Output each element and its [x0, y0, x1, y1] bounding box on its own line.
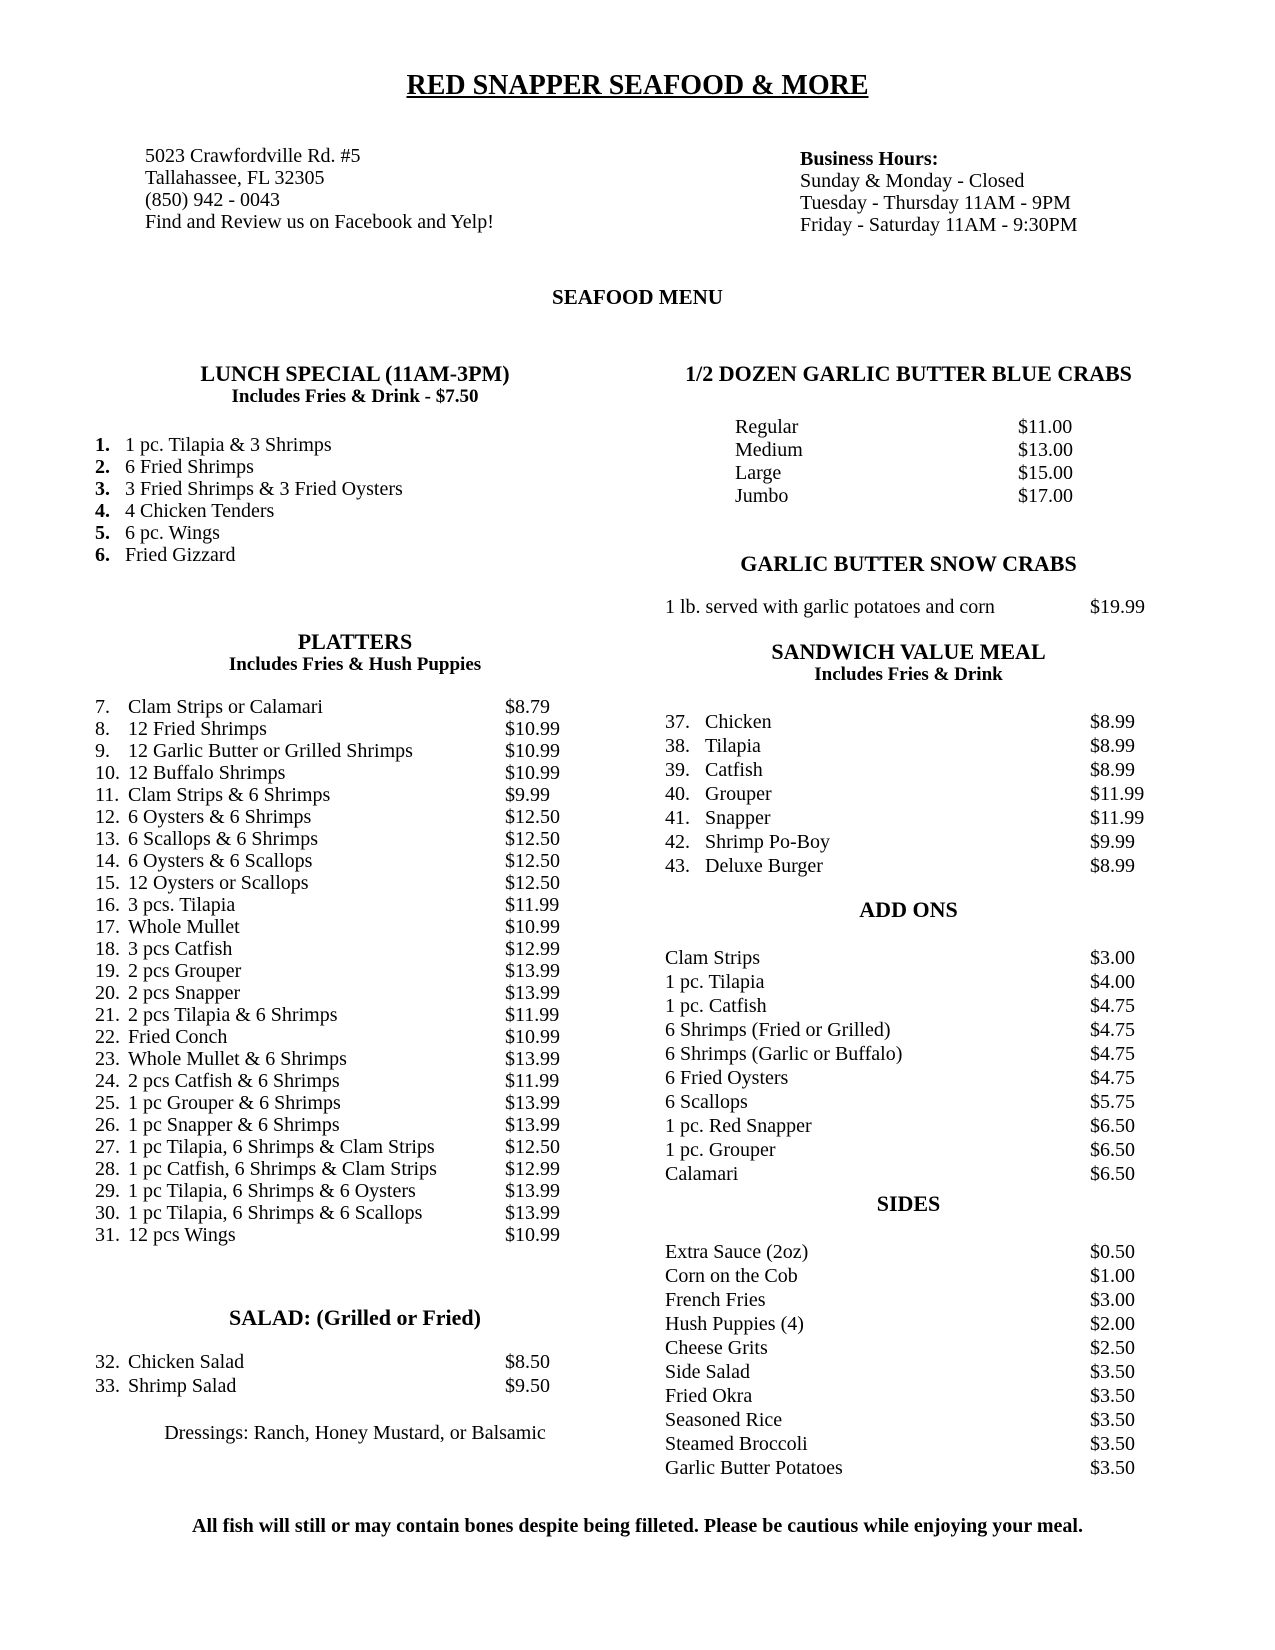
item-price: $2.50 — [1090, 1337, 1135, 1359]
item-name: 6 Scallops & 6 Shrimps — [128, 828, 319, 850]
item-price: $10.99 — [505, 916, 560, 938]
item-name: 1 lb. served with garlic potatoes and corn — [665, 596, 995, 618]
menu-item — [665, 1360, 1152, 1384]
sides-section — [665, 1192, 1152, 1480]
item-number: 28. — [95, 1158, 120, 1180]
business-hours-line: Sunday & Monday - Closed — [800, 170, 1025, 192]
item-name: Tilapia — [705, 735, 761, 757]
item-name: Fried Gizzard — [125, 544, 236, 566]
salad-items — [95, 1350, 615, 1398]
item-name: 6 Fried Shrimps — [125, 456, 254, 478]
item-name: Medium — [735, 439, 803, 461]
menu-item — [95, 718, 615, 740]
item-name: Fried Conch — [128, 1026, 228, 1048]
item-name: 1 pc Snapper & 6 Shrimps — [128, 1114, 340, 1136]
item-number: 4. — [95, 500, 110, 522]
add-ons-section — [665, 898, 1152, 1186]
item-price: $13.99 — [505, 1092, 560, 1114]
item-name: Deluxe Burger — [705, 855, 823, 877]
item-name: 6 pc. Wings — [125, 522, 220, 544]
item-price: $13.99 — [505, 1180, 560, 1202]
add-ons-items — [665, 946, 1152, 1186]
item-number: 16. — [95, 894, 120, 916]
menu-item — [95, 478, 615, 500]
item-price: $4.75 — [1090, 1067, 1135, 1089]
item-price: $15.00 — [1018, 462, 1073, 484]
menu-item — [95, 1004, 615, 1026]
item-name: 1 pc. Tilapia & 3 Shrimps — [125, 434, 332, 456]
item-name: Garlic Butter Potatoes — [665, 1457, 843, 1479]
item-number: 6. — [95, 544, 110, 566]
menu-item — [665, 485, 1152, 508]
blue-crabs-heading: 1/2 DOZEN GARLIC BUTTER BLUE CRABS — [685, 361, 1132, 386]
item-price: $5.75 — [1090, 1091, 1135, 1113]
item-number: 21. — [95, 1004, 120, 1026]
item-price: $12.50 — [505, 806, 560, 828]
menu-item — [665, 1138, 1152, 1162]
platters-heading: PLATTERS — [297, 629, 413, 654]
business-hours-block — [800, 148, 1078, 236]
menu-item — [95, 696, 615, 718]
menu-item — [95, 1180, 615, 1202]
item-name: 6 Oysters & 6 Shrimps — [128, 806, 312, 828]
item-price: $2.00 — [1090, 1313, 1135, 1335]
menu-item — [665, 758, 1152, 782]
item-number: 42. — [665, 831, 690, 853]
item-price: $4.75 — [1090, 995, 1135, 1017]
item-name: 6 Shrimps (Garlic or Buffalo) — [665, 1043, 903, 1065]
item-number: 38. — [665, 735, 690, 757]
item-name: 1 pc. Tilapia — [665, 971, 765, 993]
item-name: 1 pc. Grouper — [665, 1139, 776, 1161]
item-name: 1 pc Grouper & 6 Shrimps — [128, 1092, 341, 1114]
menu-item — [95, 1202, 615, 1224]
item-number: 22. — [95, 1026, 120, 1048]
item-price: $8.50 — [505, 1351, 550, 1373]
menu-item — [95, 982, 615, 1004]
menu-item — [95, 1114, 615, 1136]
address-line-1: 5023 Crawfordville Rd. #5 — [145, 145, 361, 167]
menu-item — [95, 938, 615, 960]
item-number: 23. — [95, 1048, 120, 1070]
menu-item — [95, 1158, 615, 1180]
item-price: $4.75 — [1090, 1019, 1135, 1041]
dressings-note: Dressings: Ranch, Honey Mustard, or Balsamic — [164, 1422, 546, 1444]
item-price: $1.00 — [1090, 1265, 1135, 1287]
item-name: Regular — [735, 416, 799, 438]
sides-heading: SIDES — [876, 1191, 941, 1216]
item-name: Grouper — [705, 783, 772, 805]
item-price: $4.00 — [1090, 971, 1135, 993]
item-price: $11.99 — [1090, 807, 1145, 829]
item-name: 12 pcs Wings — [128, 1224, 236, 1246]
snow-crabs-section — [665, 552, 1152, 618]
item-name: Shrimp Salad — [128, 1375, 237, 1397]
item-price: $13.99 — [505, 1114, 560, 1136]
item-number: 43. — [665, 855, 690, 877]
item-name: Steamed Broccoli — [665, 1433, 808, 1455]
item-price: $3.50 — [1090, 1457, 1135, 1479]
menu-item — [665, 1018, 1152, 1042]
menu-item — [95, 1070, 615, 1092]
menu-item — [95, 522, 615, 544]
item-price: $12.50 — [505, 1136, 560, 1158]
item-price: $10.99 — [505, 1026, 560, 1048]
menu-item — [665, 1384, 1152, 1408]
item-price: $6.50 — [1090, 1115, 1135, 1137]
item-number: 14. — [95, 850, 120, 872]
menu-item — [95, 1092, 615, 1114]
menu-item — [665, 1408, 1152, 1432]
menu-item — [665, 946, 1152, 970]
menu-item — [95, 850, 615, 872]
item-price: $9.99 — [1090, 831, 1135, 853]
item-name: Cheese Grits — [665, 1337, 768, 1359]
business-hours-line: Tuesday - Thursday 11AM - 9PM — [800, 192, 1071, 214]
item-name: 3 Fried Shrimps & 3 Fried Oysters — [125, 478, 403, 500]
menu-item — [665, 830, 1152, 854]
contact-block — [145, 145, 494, 233]
menu-item — [95, 1136, 615, 1158]
item-price: $12.50 — [505, 850, 560, 872]
seafood-menu-heading: SEAFOOD MENU — [552, 285, 723, 309]
item-price: $12.99 — [505, 1158, 560, 1180]
item-number: 26. — [95, 1114, 120, 1136]
item-name: 12 Oysters or Scallops — [128, 872, 309, 894]
item-price: $9.50 — [505, 1375, 550, 1397]
item-price: $6.50 — [1090, 1163, 1135, 1185]
menu-item — [665, 1456, 1152, 1480]
item-number: 41. — [665, 807, 690, 829]
item-number: 20. — [95, 982, 120, 1004]
menu-item — [95, 762, 615, 784]
business-hours-lines — [800, 170, 1078, 236]
item-price: $0.50 — [1090, 1241, 1135, 1263]
item-number: 8. — [95, 718, 110, 740]
menu-item — [665, 1066, 1152, 1090]
item-name: Calamari — [665, 1163, 739, 1185]
sandwich-meal-items — [665, 710, 1152, 878]
sandwich-meal-subheading: Includes Fries & Drink — [814, 664, 1003, 685]
lunch-special-subheading: Includes Fries & Drink - $7.50 — [231, 386, 479, 407]
menu-item — [665, 1042, 1152, 1066]
menu-item — [665, 1264, 1152, 1288]
item-name: 6 Oysters & 6 Scallops — [128, 850, 313, 872]
menu-item — [95, 828, 615, 850]
blue-crabs-section — [665, 362, 1152, 508]
item-price: $3.00 — [1090, 1289, 1135, 1311]
item-number: 3. — [95, 478, 110, 500]
item-number: 27. — [95, 1136, 120, 1158]
menu-item — [95, 1350, 615, 1374]
item-name: 3 pcs. Tilapia — [128, 894, 236, 916]
page-title: RED SNAPPER SEAFOOD & MORE — [406, 70, 869, 101]
address-line-2: Tallahassee, FL 32305 — [145, 167, 325, 189]
menu-item — [665, 710, 1152, 734]
item-name: 6 Scallops — [665, 1091, 748, 1113]
menu-item — [95, 806, 615, 828]
item-name: 4 Chicken Tenders — [125, 500, 275, 522]
snow-crabs-items — [665, 596, 1152, 618]
item-name: 12 Garlic Butter or Grilled Shrimps — [128, 740, 413, 762]
item-price: $13.99 — [505, 1202, 560, 1224]
menu-item — [95, 1374, 615, 1398]
menu-item — [665, 1090, 1152, 1114]
menu-item — [95, 916, 615, 938]
footer-notice: All fish will still or may contain bones despite being filleted. Please be cautious while enjoying your meal. — [192, 1515, 1083, 1537]
item-number: 5. — [95, 522, 110, 544]
item-name: 1 pc. Red Snapper — [665, 1115, 812, 1137]
item-number: 18. — [95, 938, 120, 960]
menu-item — [95, 500, 615, 522]
menu-item — [95, 544, 615, 566]
item-name: Clam Strips or Calamari — [128, 696, 323, 718]
salad-heading: SALAD: (Grilled or Fried) — [229, 1305, 481, 1330]
blue-crabs-items — [665, 416, 1152, 508]
item-name: Chicken — [705, 711, 772, 733]
item-name: Large — [735, 462, 782, 484]
item-number: 9. — [95, 740, 110, 762]
item-name: Fried Okra — [665, 1385, 753, 1407]
item-price: $13.99 — [505, 1048, 560, 1070]
item-price: $8.99 — [1090, 711, 1135, 733]
phone-number: (850) 942 - 0043 — [145, 189, 280, 211]
item-name: 1 pc. Catfish — [665, 995, 767, 1017]
item-price: $3.00 — [1090, 947, 1135, 969]
menu-item — [665, 439, 1152, 462]
menu-item — [665, 854, 1152, 878]
platters-subheading: Includes Fries & Hush Puppies — [228, 654, 482, 675]
item-number: 13. — [95, 828, 120, 850]
menu-item — [665, 1312, 1152, 1336]
menu-item — [95, 894, 615, 916]
item-name: Whole Mullet — [128, 916, 240, 938]
item-number: 31. — [95, 1224, 120, 1246]
menu-item — [95, 1224, 615, 1246]
item-name: 3 pcs Catfish — [128, 938, 233, 960]
add-ons-heading: ADD ONS — [859, 897, 958, 922]
item-name: 2 pcs Grouper — [128, 960, 242, 982]
item-name: French Fries — [665, 1289, 766, 1311]
lunch-special-section — [95, 362, 615, 566]
menu-item — [665, 1336, 1152, 1360]
menu-item — [665, 806, 1152, 830]
menu-item — [95, 872, 615, 894]
item-name: 1 pc Tilapia, 6 Shrimps & Clam Strips — [128, 1136, 435, 1158]
menu-item — [95, 784, 615, 806]
menu-item — [665, 994, 1152, 1018]
item-name: Hush Puppies (4) — [665, 1313, 804, 1335]
menu-item — [95, 456, 615, 478]
item-name: Whole Mullet & 6 Shrimps — [128, 1048, 347, 1070]
item-name: Catfish — [705, 759, 763, 781]
sandwich-meal-heading: SANDWICH VALUE MEAL — [771, 639, 1046, 664]
menu-item — [95, 1048, 615, 1070]
menu-item — [665, 734, 1152, 758]
item-price: $3.50 — [1090, 1433, 1135, 1455]
item-price: $8.99 — [1090, 855, 1135, 877]
menu-item — [665, 1432, 1152, 1456]
menu-item — [665, 1240, 1152, 1264]
item-price: $9.99 — [505, 784, 550, 806]
menu-item — [665, 416, 1152, 439]
item-name: 6 Fried Oysters — [665, 1067, 789, 1089]
item-number: 32. — [95, 1351, 120, 1373]
item-price: $11.99 — [505, 1004, 560, 1026]
item-price: $10.99 — [505, 762, 560, 784]
menu-item — [665, 462, 1152, 485]
item-price: $3.50 — [1090, 1409, 1135, 1431]
item-price: $12.50 — [505, 828, 560, 850]
item-name: Chicken Salad — [128, 1351, 245, 1373]
item-price: $8.99 — [1090, 759, 1135, 781]
item-number: 30. — [95, 1202, 120, 1224]
item-number: 17. — [95, 916, 120, 938]
item-price: $13.99 — [505, 982, 560, 1004]
item-price: $11.99 — [1090, 783, 1145, 805]
item-price: $17.00 — [1018, 485, 1073, 507]
menu-item — [665, 1114, 1152, 1138]
business-hours-line: Friday - Saturday 11AM - 9:30PM — [800, 214, 1078, 236]
item-number: 10. — [95, 762, 120, 784]
item-name: Clam Strips — [665, 947, 761, 969]
item-name: Clam Strips & 6 Shrimps — [128, 784, 331, 806]
item-name: Snapper — [705, 807, 771, 829]
item-name: Shrimp Po-Boy — [705, 831, 831, 853]
item-price: $12.50 — [505, 872, 560, 894]
left-column — [95, 362, 615, 1445]
item-name: Side Salad — [665, 1361, 750, 1383]
sandwich-meal-section — [665, 640, 1152, 878]
platters-section — [95, 630, 615, 1246]
item-price: $13.00 — [1018, 439, 1073, 461]
item-price: $10.99 — [505, 740, 560, 762]
menu-item — [665, 1162, 1152, 1186]
item-name: Extra Sauce (2oz) — [665, 1241, 809, 1263]
item-price: $19.99 — [1090, 596, 1145, 618]
item-number: 25. — [95, 1092, 120, 1114]
item-number: 29. — [95, 1180, 120, 1202]
item-name: 1 pc Catfish, 6 Shrimps & Clam Strips — [128, 1158, 437, 1180]
item-name: 12 Fried Shrimps — [128, 718, 267, 740]
item-name: 2 pcs Catfish & 6 Shrimps — [128, 1070, 340, 1092]
business-hours-heading: Business Hours: — [800, 148, 939, 170]
item-number: 33. — [95, 1375, 120, 1397]
lunch-special-heading: LUNCH SPECIAL (11AM-3PM) — [200, 361, 510, 386]
social-line: Find and Review us on Facebook and Yelp! — [145, 211, 494, 233]
item-name: 1 pc Tilapia, 6 Shrimps & 6 Oysters — [128, 1180, 416, 1202]
menu-item — [95, 1026, 615, 1048]
item-name: 12 Buffalo Shrimps — [128, 762, 286, 784]
menu-item — [95, 740, 615, 762]
item-number: 11. — [95, 784, 120, 806]
item-price: $3.50 — [1090, 1385, 1135, 1407]
item-name: 6 Shrimps (Fried or Grilled) — [665, 1019, 891, 1041]
menu-item — [665, 970, 1152, 994]
item-number: 37. — [665, 711, 690, 733]
item-price: $11.99 — [505, 894, 560, 916]
menu-item — [95, 960, 615, 982]
item-name: 2 pcs Snapper — [128, 982, 241, 1004]
lunch-special-items — [95, 434, 615, 566]
menu-item — [665, 1288, 1152, 1312]
item-number: 7. — [95, 696, 110, 718]
item-name: Jumbo — [735, 485, 789, 507]
item-price: $3.50 — [1090, 1361, 1135, 1383]
item-price: $10.99 — [505, 1224, 560, 1246]
item-price: $11.99 — [505, 1070, 560, 1092]
item-number: 39. — [665, 759, 690, 781]
item-name: 1 pc Tilapia, 6 Shrimps & 6 Scallops — [128, 1202, 423, 1224]
item-name: Corn on the Cob — [665, 1265, 798, 1287]
item-price: $11.00 — [1018, 416, 1073, 438]
item-number: 40. — [665, 783, 690, 805]
item-number: 12. — [95, 806, 120, 828]
item-number: 19. — [95, 960, 120, 982]
item-number: 24. — [95, 1070, 120, 1092]
item-price: $8.79 — [505, 696, 550, 718]
item-price: $6.50 — [1090, 1139, 1135, 1161]
item-price: $10.99 — [505, 718, 560, 740]
item-name: Seasoned Rice — [665, 1409, 783, 1431]
menu-item — [665, 782, 1152, 806]
snow-crabs-heading: GARLIC BUTTER SNOW CRABS — [740, 551, 1077, 576]
item-price: $12.99 — [505, 938, 560, 960]
platters-items — [95, 696, 615, 1246]
item-price: $13.99 — [505, 960, 560, 982]
salad-section — [95, 1306, 615, 1445]
item-number: 1. — [95, 434, 110, 456]
item-price: $8.99 — [1090, 735, 1135, 757]
item-number: 15. — [95, 872, 120, 894]
right-column — [665, 362, 1152, 1480]
item-name: 2 pcs Tilapia & 6 Shrimps — [128, 1004, 338, 1026]
item-number: 2. — [95, 456, 110, 478]
item-price: $4.75 — [1090, 1043, 1135, 1065]
menu-item — [95, 434, 615, 456]
menu-item — [665, 596, 1152, 618]
sides-items — [665, 1240, 1152, 1480]
